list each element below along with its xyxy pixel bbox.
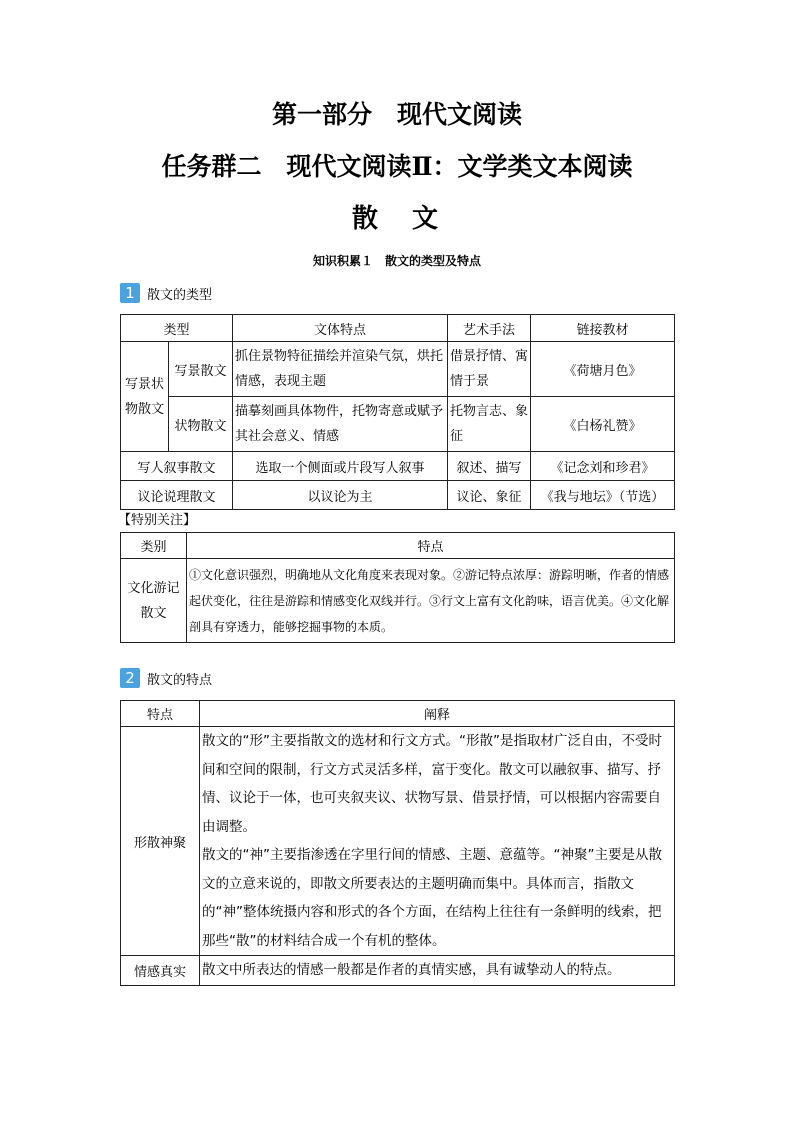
subtype-cell: 状物散文 bbox=[169, 397, 233, 452]
feature-cell: ①文化意识强烈，明确地从文化角度来表现对象。②游记特点浓厚：游踪明晰，作者的情感起伏变化，往往是游踪和情感变化双线并行。③行文上富有文化韵味，语言优美。④文化解剖具有穿透力，能够挖掘事物的本质。 bbox=[187, 559, 675, 643]
header-cell: 类型 bbox=[121, 315, 233, 342]
textbook-cell: 《荷塘月色》 bbox=[531, 342, 675, 397]
technique-cell: 借景抒情、寓情于景 bbox=[448, 342, 531, 397]
header-cell: 链接教材 bbox=[531, 315, 675, 342]
explanation-paragraph: 散文的“神”主要指渗透在字里行间的情感、主题、意蕴等。“神聚”主要是从散文的立意来说的，即散文所要表达的主题明确而集中。具体而言，指散文的“神”整体统摄内容和形式的各个方面，在结构上往往有一条鲜明的线索，把那些“散”的材料结合成一个有机的整体。 bbox=[202, 847, 662, 949]
feature-cell: 以议论为主 bbox=[233, 481, 448, 510]
category-cell: 文化游记散文 bbox=[121, 559, 187, 643]
table-header-row bbox=[121, 701, 675, 727]
header-cell: 特点 bbox=[187, 533, 675, 559]
header-cell: 文体特点 bbox=[233, 315, 448, 342]
feature-cell: 描摹刻画具体物件，托物寄意或赋予其社会意义、情感 bbox=[233, 397, 448, 452]
feature-cell: 选取一个侧面或片段写人叙事 bbox=[233, 452, 448, 481]
table-header-row bbox=[121, 315, 675, 342]
table-row bbox=[121, 727, 675, 956]
section-number-badge: 1 bbox=[120, 283, 140, 303]
type-cell: 议论说理散文 bbox=[121, 481, 233, 510]
textbook-cell: 《记念刘和珍君》 bbox=[531, 452, 675, 481]
explanation-paragraph: 散文的“形”主要指散文的选材和行文方式。“形散”是指取材广泛自由，不受时间和空间的限制，行文方式灵活多样，富于变化。散文可以融叙事、描写、抒情、议论于一体，也可夹叙夹议、状物写景、借景抒情，可以根据内容需要自由调整。 bbox=[202, 733, 662, 835]
special-attention-label: 【特别关注】 bbox=[118, 513, 197, 528]
essay-types-table bbox=[120, 314, 675, 510]
technique-cell: 托物言志、象征 bbox=[448, 397, 531, 452]
textbook-cell: 《我与地坛》（节选） bbox=[531, 481, 675, 510]
type-cell: 写人叙事散文 bbox=[121, 452, 233, 481]
textbook-cell: 《白杨礼赞》 bbox=[531, 397, 675, 452]
feature-cell: 抓住景物特征描绘并渲染气氛，烘托情感，表现主题 bbox=[233, 342, 448, 397]
table-row bbox=[121, 559, 675, 643]
section-label: 散文的特点 bbox=[147, 672, 213, 688]
characteristic-cell: 情感真实 bbox=[121, 956, 200, 986]
explanation-cell bbox=[200, 727, 675, 956]
section-label: 散文的类型 bbox=[147, 287, 213, 303]
table-header-row bbox=[121, 533, 675, 559]
cultural-travel-essay-table bbox=[120, 532, 675, 643]
table-row bbox=[121, 481, 675, 510]
header-cell: 艺术手法 bbox=[448, 315, 531, 342]
table-row bbox=[121, 452, 675, 481]
table-row bbox=[121, 342, 675, 397]
subtype-cell: 写景散文 bbox=[169, 342, 233, 397]
technique-cell: 叙述、描写 bbox=[448, 452, 531, 481]
explanation-cell: 散文中所表达的情感一般都是作者的真情实感，具有诚挚动人的特点。 bbox=[200, 956, 675, 986]
table-row bbox=[121, 956, 675, 986]
header-cell: 特点 bbox=[121, 701, 200, 727]
table-row bbox=[121, 397, 675, 452]
task-title: 任务群二 现代文阅读Ⅱ：文学类文本阅读 bbox=[161, 152, 633, 181]
technique-cell: 议论、象征 bbox=[448, 481, 531, 510]
section-1-heading bbox=[120, 283, 212, 303]
genre-title: 散 文 bbox=[351, 204, 442, 234]
header-cell: 类别 bbox=[121, 533, 187, 559]
group-type-cell: 写景状物散文 bbox=[121, 342, 169, 452]
knowledge-subheading: 知识积累１ 散文的类型及特点 bbox=[312, 254, 481, 268]
characteristic-cell: 形散神聚 bbox=[121, 727, 200, 956]
section-number-badge: 2 bbox=[120, 668, 140, 688]
part-title: 第一部分 现代文阅读 bbox=[271, 100, 522, 129]
section-2-heading bbox=[120, 668, 212, 688]
essay-characteristics-table bbox=[120, 700, 675, 986]
header-cell: 阐释 bbox=[200, 701, 675, 727]
